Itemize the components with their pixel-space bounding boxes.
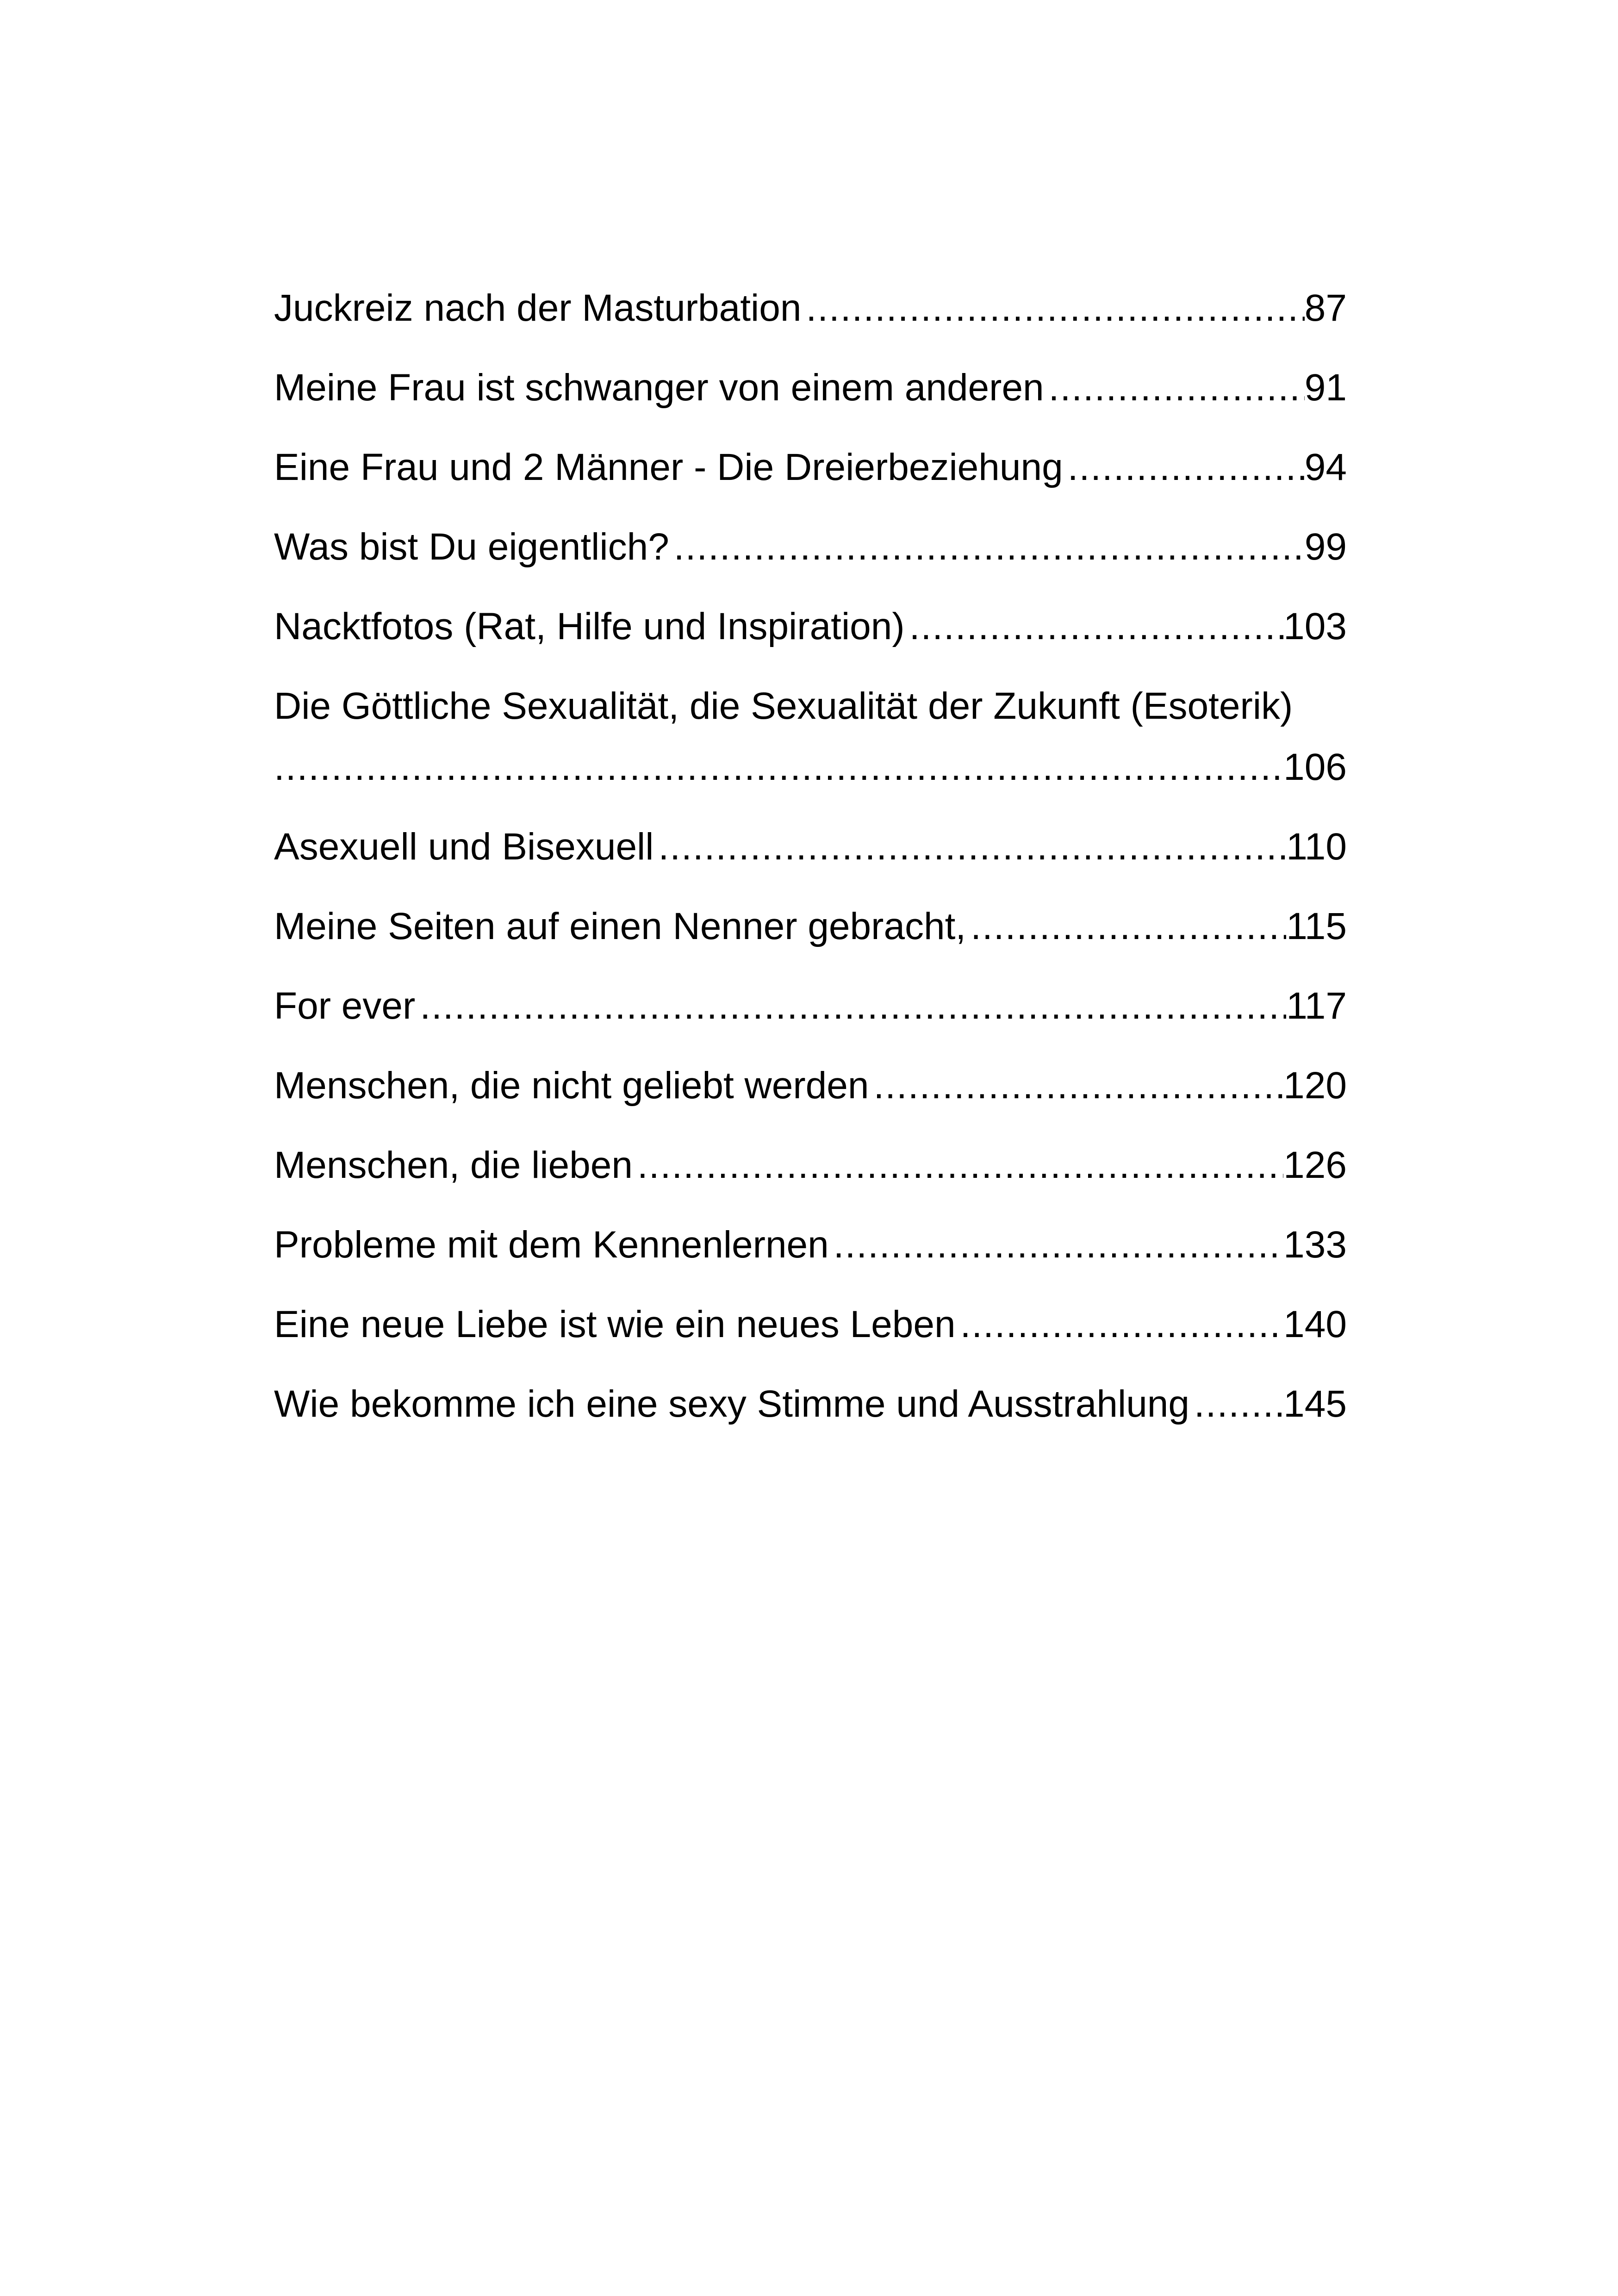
toc-entry[interactable] bbox=[274, 268, 1347, 348]
dot-leader bbox=[637, 1126, 1283, 1205]
toc-entry-title: Asexuell und Bisexuell bbox=[274, 826, 654, 868]
toc-entry[interactable] bbox=[274, 887, 1347, 966]
toc-line bbox=[274, 1126, 1347, 1205]
toc-entry[interactable] bbox=[274, 428, 1347, 507]
toc-entry-title: Eine neue Liebe ist wie ein neues Leben bbox=[274, 1303, 956, 1345]
toc-entry-title: Eine Frau und 2 Männer - Die Dreierbeziehung bbox=[274, 446, 1063, 488]
toc-line bbox=[274, 587, 1347, 666]
dot-leader bbox=[1194, 1364, 1283, 1444]
toc-entry-title: Menschen, die nicht geliebt werden bbox=[274, 1064, 869, 1107]
toc-entry-title: Menschen, die lieben bbox=[274, 1144, 633, 1186]
dot-leader bbox=[1068, 428, 1305, 507]
toc-entry-title: Die Göttliche Sexualität, die Sexualität der Zukunft (Esoterik) bbox=[274, 685, 1293, 727]
toc-entry-page: 91 bbox=[1304, 367, 1347, 409]
toc-entry-page: 115 bbox=[1286, 905, 1347, 947]
toc-entry-page: 94 bbox=[1304, 446, 1347, 488]
toc-entry[interactable] bbox=[274, 1205, 1347, 1285]
toc-entry-page: 110 bbox=[1286, 826, 1347, 868]
dot-leader bbox=[806, 268, 1304, 348]
toc-line bbox=[274, 1046, 1347, 1126]
toc-line bbox=[274, 728, 1347, 807]
toc-entry[interactable] bbox=[274, 507, 1347, 587]
toc-line bbox=[274, 807, 1347, 887]
dot-leader bbox=[971, 887, 1286, 966]
toc-entry-page: 87 bbox=[1304, 287, 1347, 329]
toc-entry[interactable] bbox=[274, 666, 1347, 807]
toc-entry[interactable] bbox=[274, 807, 1347, 887]
toc-entry[interactable] bbox=[274, 587, 1347, 666]
toc-entry-title: Wie bekomme ich eine sexy Stimme und Ausstrahlung bbox=[274, 1383, 1190, 1425]
dot-leader bbox=[658, 807, 1286, 887]
dot-leader bbox=[834, 1205, 1283, 1285]
dot-leader bbox=[420, 966, 1286, 1046]
toc-entry[interactable] bbox=[274, 1285, 1347, 1364]
dot-leader bbox=[674, 507, 1305, 587]
toc-line bbox=[274, 1285, 1347, 1364]
toc-entry-title: Meine Frau ist schwanger von einem anderen bbox=[274, 367, 1044, 409]
toc-line bbox=[274, 507, 1347, 587]
toc-line bbox=[274, 268, 1347, 348]
dot-leader bbox=[873, 1046, 1283, 1126]
dot-leader bbox=[1049, 348, 1305, 428]
toc-line bbox=[274, 1205, 1347, 1285]
toc-entry-page: 106 bbox=[1283, 746, 1347, 788]
toc-entry-page: 145 bbox=[1283, 1383, 1347, 1425]
toc-entry[interactable] bbox=[274, 1126, 1347, 1205]
toc-entry[interactable] bbox=[274, 1364, 1347, 1444]
toc-entry-title: Meine Seiten auf einen Nenner gebracht, bbox=[274, 905, 966, 947]
toc-line bbox=[274, 428, 1347, 507]
toc-entry-title: Was bist Du eigentlich? bbox=[274, 526, 669, 568]
toc-entry[interactable] bbox=[274, 348, 1347, 428]
toc-line bbox=[274, 1364, 1347, 1444]
toc-entry-page: 120 bbox=[1283, 1064, 1347, 1107]
toc-entry-title: For ever bbox=[274, 985, 416, 1027]
toc-entry[interactable] bbox=[274, 966, 1347, 1046]
toc-entry-page: 126 bbox=[1283, 1144, 1347, 1186]
toc-line bbox=[274, 966, 1347, 1046]
toc-entry-title: Probleme mit dem Kennenlernen bbox=[274, 1224, 829, 1266]
toc-entry-page: 99 bbox=[1304, 526, 1347, 568]
dot-leader bbox=[909, 587, 1283, 666]
table-of-contents bbox=[274, 268, 1347, 1444]
toc-entry-page: 140 bbox=[1283, 1303, 1347, 1345]
toc-entry-title: Nacktfotos (Rat, Hilfe und Inspiration) bbox=[274, 605, 905, 647]
toc-line bbox=[274, 348, 1347, 428]
dot-leader bbox=[960, 1285, 1284, 1364]
toc-entry-title: Juckreiz nach der Masturbation bbox=[274, 287, 802, 329]
toc-entry-page: 117 bbox=[1286, 985, 1347, 1027]
toc-entry-page: 103 bbox=[1283, 605, 1347, 647]
toc-entry[interactable] bbox=[274, 1046, 1347, 1126]
toc-line bbox=[274, 887, 1347, 966]
toc-entry-page: 133 bbox=[1283, 1224, 1347, 1266]
dot-leader bbox=[274, 728, 1283, 807]
